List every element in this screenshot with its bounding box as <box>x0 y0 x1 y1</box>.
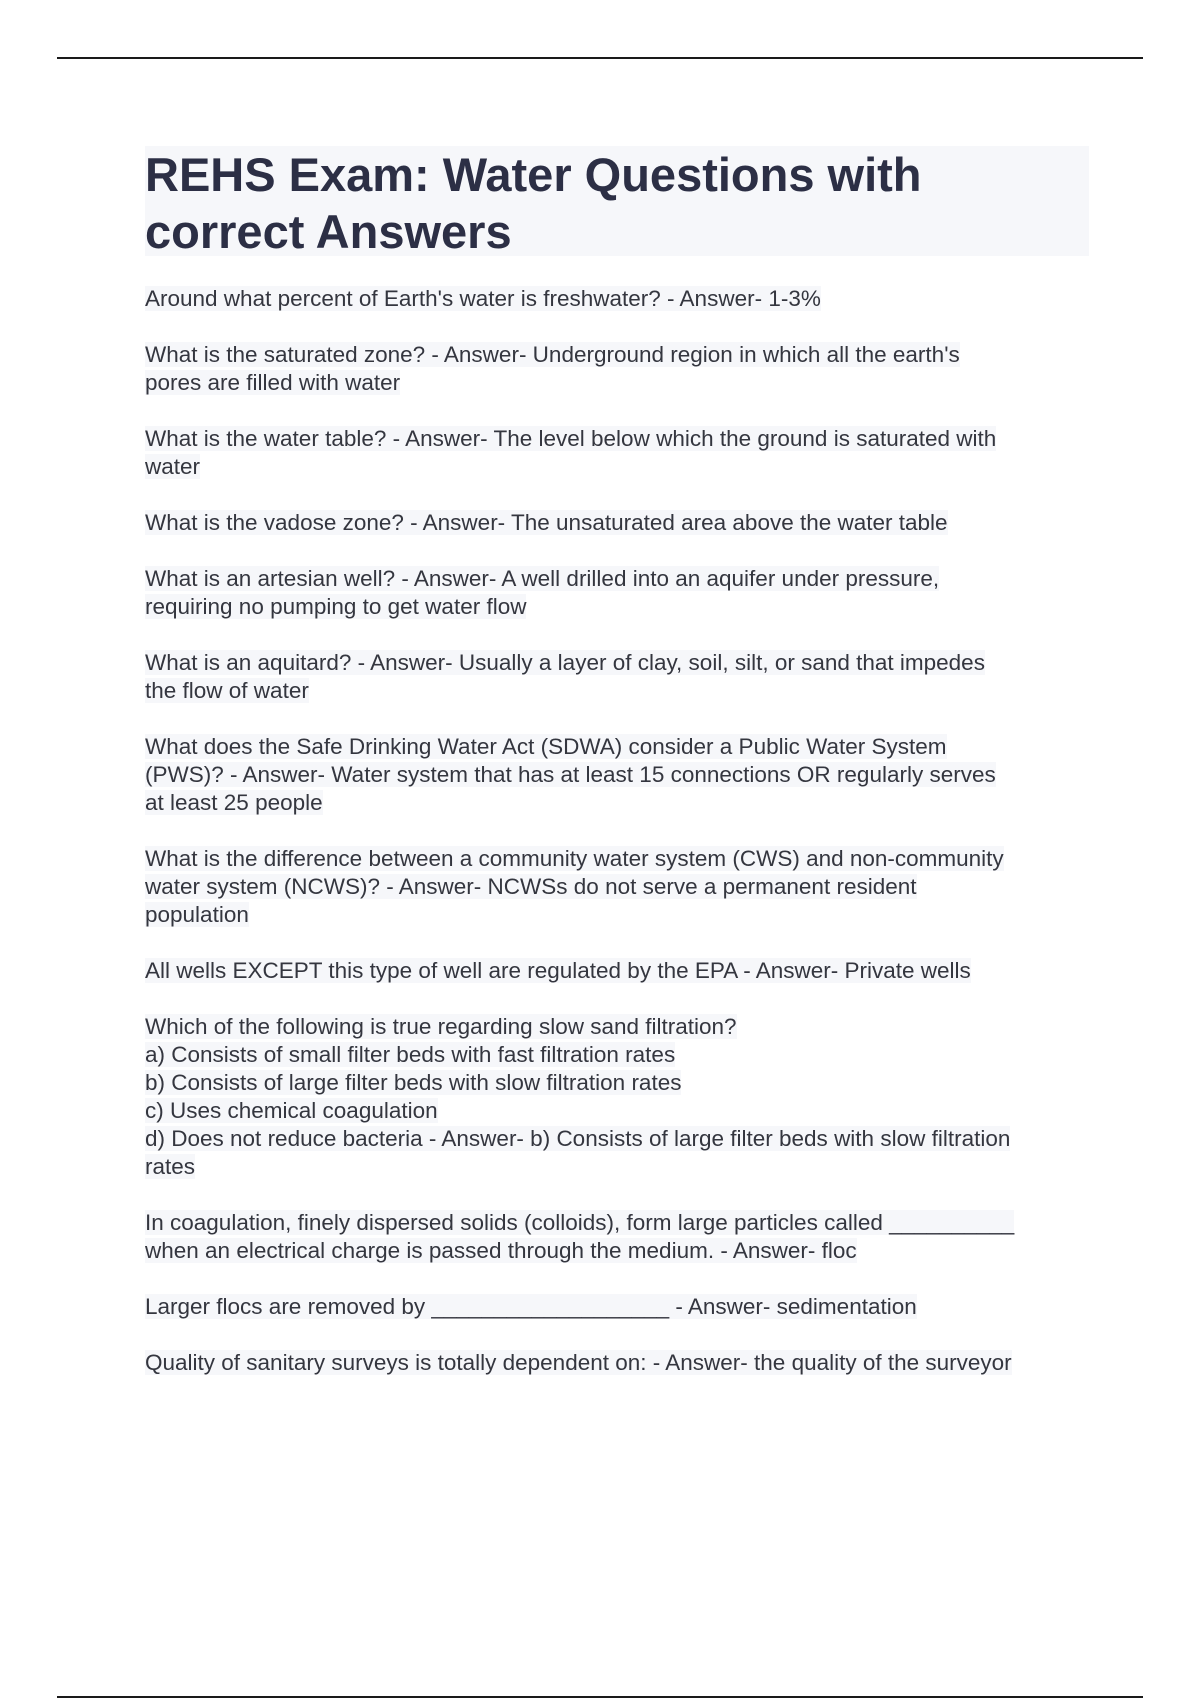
qa-line: What does the Safe Drinking Water Act (SDWA) consider a Public Water System <box>145 734 947 759</box>
qa-line-wrap <box>145 761 1095 789</box>
qa-line: (PWS)? - Answer- Water system that has at least 15 connections OR regularly serves <box>145 762 996 787</box>
qa-line: What is the saturated zone? - Answer- Underground region in which all the earth's <box>145 342 960 367</box>
qa-line-wrap <box>145 509 1095 537</box>
qa-line: d) Does not reduce bacteria - Answer- b) Consists of large filter beds with slow filtration <box>145 1126 1011 1151</box>
qa-line: b) Consists of large filter beds with slow filtration rates <box>145 1070 682 1095</box>
qa-line-wrap <box>145 1153 1095 1181</box>
qa-line: a) Consists of small filter beds with fast filtration rates <box>145 1042 676 1067</box>
qa-line-wrap <box>145 1349 1095 1377</box>
qa-line: Quality of sanitary surveys is totally dependent on: - Answer- the quality of the surveyor <box>145 1350 1012 1375</box>
qa-line: c) Uses chemical coagulation <box>145 1098 438 1123</box>
qa-line: population <box>145 902 249 927</box>
qa-line: Which of the following is true regarding slow sand filtration? <box>145 1014 737 1039</box>
qa-line: the flow of water <box>145 678 309 703</box>
qa-line: What is an aquitard? - Answer- Usually a layer of clay, soil, silt, or sand that impedes <box>145 650 985 675</box>
qa-line-wrap <box>145 369 1095 397</box>
qa-item <box>145 341 1095 397</box>
qa-item <box>145 1293 1095 1321</box>
qa-line: pores are filled with water <box>145 370 401 395</box>
qa-line: when an electrical charge is passed through the medium. - Answer- floc <box>145 1238 857 1263</box>
qa-line-wrap <box>145 677 1095 705</box>
qa-line: Larger flocs are removed by ___________________ - Answer- sedimentation <box>145 1294 917 1319</box>
qa-line-wrap <box>145 285 1095 313</box>
bottom-rule <box>57 1696 1143 1698</box>
qa-line: What is the vadose zone? - Answer- The unsaturated area above the water table <box>145 510 948 535</box>
page-title: REHS Exam: Water Questions with correct Answers <box>145 148 922 258</box>
qa-item <box>145 733 1095 817</box>
qa-item <box>145 565 1095 621</box>
title-block <box>145 146 1089 256</box>
qa-line-wrap <box>145 1041 1095 1069</box>
qa-line: at least 25 people <box>145 790 323 815</box>
qa-line: What is an artesian well? - Answer- A well drilled into an aquifer under pressure, <box>145 566 940 591</box>
qa-line-wrap <box>145 1125 1095 1153</box>
qa-line: All wells EXCEPT this type of well are regulated by the EPA - Answer- Private wells <box>145 958 971 983</box>
qa-line: In coagulation, finely dispersed solids (colloids), form large particles called __________ <box>145 1210 1015 1235</box>
top-rule <box>57 57 1143 59</box>
qa-line: Around what percent of Earth's water is freshwater? - Answer- 1-3% <box>145 286 821 311</box>
qa-item <box>145 425 1095 481</box>
qa-line: water <box>145 454 201 479</box>
qa-line-wrap <box>145 453 1095 481</box>
qa-line-wrap <box>145 1293 1095 1321</box>
qa-line: water system (NCWS)? - Answer- NCWSs do not serve a permanent resident <box>145 874 917 899</box>
qa-item <box>145 1013 1095 1181</box>
qa-item <box>145 509 1095 537</box>
qa-line-wrap <box>145 901 1095 929</box>
qa-line: requiring no pumping to get water flow <box>145 594 527 619</box>
qa-item <box>145 649 1095 705</box>
qa-item <box>145 1349 1095 1377</box>
qa-item <box>145 1209 1095 1265</box>
qa-item <box>145 957 1095 985</box>
qa-line-wrap <box>145 1013 1095 1041</box>
qa-line-wrap <box>145 565 1095 593</box>
qa-line-wrap <box>145 1069 1095 1097</box>
qa-line-wrap <box>145 341 1095 369</box>
qa-line-wrap <box>145 1209 1095 1237</box>
qa-line-wrap <box>145 649 1095 677</box>
qa-line-wrap <box>145 1237 1095 1265</box>
qa-line-wrap <box>145 1097 1095 1125</box>
qa-line-wrap <box>145 593 1095 621</box>
qa-item <box>145 845 1095 929</box>
qa-line-wrap <box>145 873 1095 901</box>
qa-line: What is the difference between a community water system (CWS) and non-community <box>145 846 1004 871</box>
qa-line-wrap <box>145 957 1095 985</box>
qa-line: rates <box>145 1154 196 1179</box>
qa-line-wrap <box>145 845 1095 873</box>
qa-item <box>145 285 1095 313</box>
qa-line-wrap <box>145 789 1095 817</box>
qa-line-wrap <box>145 733 1095 761</box>
qa-line-wrap <box>145 425 1095 453</box>
qa-list <box>145 285 1095 1405</box>
qa-line: What is the water table? - Answer- The level below which the ground is saturated with <box>145 426 997 451</box>
